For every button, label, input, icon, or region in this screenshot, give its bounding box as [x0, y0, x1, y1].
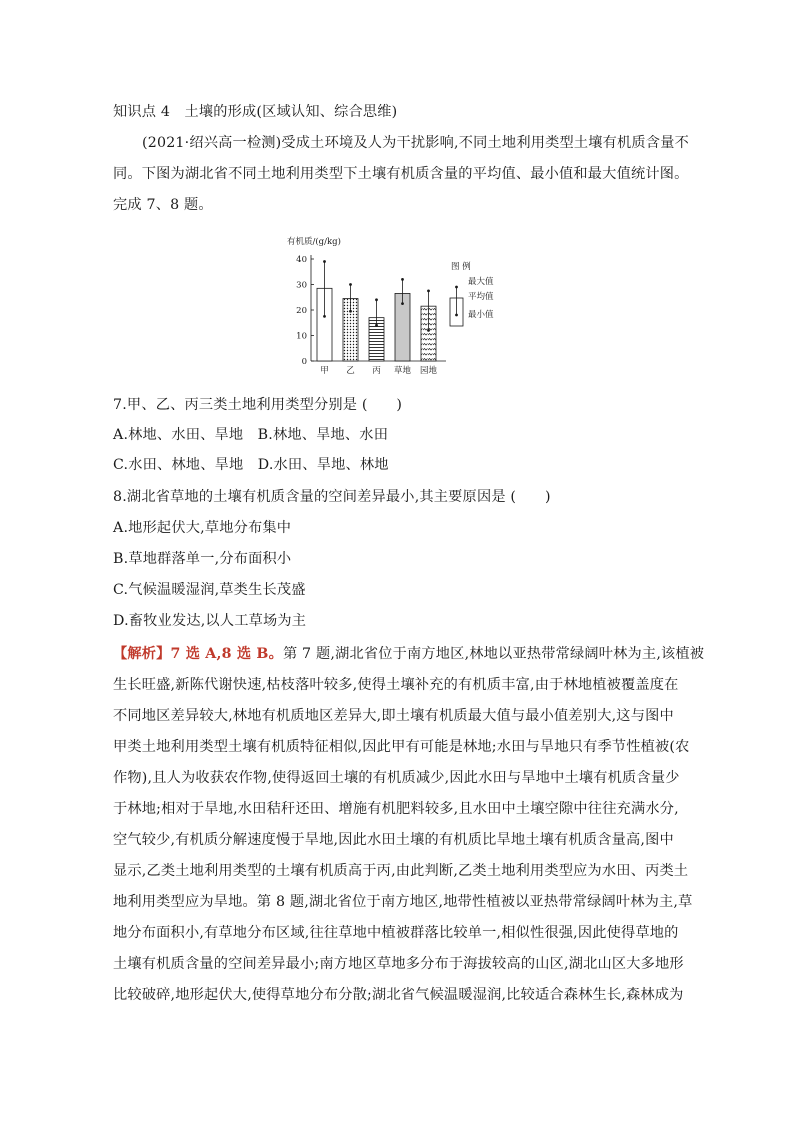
- x-category-label: 乙: [346, 366, 355, 376]
- chart-plot-area: [287, 236, 494, 376]
- intro-line-3: 完成 7、8 题。: [113, 197, 213, 213]
- x-category-label: 甲: [320, 366, 329, 376]
- min-point-2: [349, 310, 352, 313]
- max-point-5: [427, 289, 430, 292]
- section-heading: 知识点 4 土壤的形成(区域认知、综合思维): [113, 104, 398, 120]
- question-8-option-c: C.气候温暖湿润,草类生长茂盛: [113, 582, 306, 598]
- y-tick-label: 20: [296, 306, 307, 316]
- question-7-options-ab: A.林地、水田、旱地 B.林地、旱地、水田: [113, 427, 389, 443]
- intro-line-2: 同。下图为湖北省不同土地利用类型下土壤有机质含量的平均值、最小值和最大值统计图。: [113, 166, 689, 182]
- analysis-line: 比较破碎,地形起伏大,使得草地分布分散;湖北省气候温暖湿润,比较适合森林生长,森林成为: [113, 987, 684, 1003]
- question-8-option-a: A.地形起伏大,草地分布集中: [113, 520, 292, 536]
- organic-matter-chart: [283, 232, 503, 380]
- question-7-options-cd: C.水田、林地、旱地 D.水田、旱地、林地: [113, 457, 389, 473]
- y-tick-label: 10: [296, 331, 307, 342]
- analysis-answer-tag: 【解析】7 选 A,8 选 B。: [113, 646, 283, 662]
- question-8-option-d: D.畜牧业发达,以人工草场为主: [113, 613, 307, 629]
- analysis-line: 显示,乙类土地利用类型的土壤有机质高于丙,由此判断,乙类土地利用类型应为水田、丙类土: [113, 863, 689, 879]
- analysis-line: 土壤有机质含量的空间差异最小;南方地区草地多分布于海拔较高的山区,湖北山区大多地形: [113, 956, 684, 972]
- question-7-stem: 7.甲、乙、丙三类土地利用类型分别是 ( ): [113, 397, 403, 413]
- max-point-3: [375, 298, 378, 301]
- analysis-line: 不同地区差异较大,林地有机质地区差异大,即土壤有机质最大值与最小值差别大,这与图中: [113, 708, 674, 724]
- analysis-line: 于林地;相对于旱地,水田秸秆还田、增施有机肥料较多,且水田中土壤空隙中往往充满水分,: [113, 801, 679, 817]
- y-tick-label: 0: [301, 357, 307, 367]
- legend-label-min: 最小值: [468, 310, 494, 320]
- max-point-1: [323, 260, 326, 263]
- legend-title: 图 例: [451, 262, 471, 272]
- y-tick-label: 40: [296, 255, 307, 265]
- max-point-4: [401, 278, 404, 281]
- x-category-label: 草地: [393, 366, 412, 376]
- min-point-3: [375, 324, 378, 327]
- question-8-option-b: B.草地群落单一,分布面积小: [113, 551, 292, 567]
- analysis-line: 生长旺盛,新陈代谢快速,枯枝落叶较多,使得土壤补充的有机质丰富,由于林地植被覆盖度在: [113, 677, 679, 693]
- intro-line-1: (2021·绍兴高一检测)受成土环境及人为干扰影响,不同土地利用类型土壤有机质含量不: [142, 135, 689, 151]
- analysis-line: 作物),且人为收获农作物,使得返回土壤的有机质减少,因此水田与旱地中土壤有机质含量少: [113, 770, 680, 786]
- analysis-line: 地分布面积小,有草地分布区域,往往草地中植被群落比较单一,相似性很强,因此使得草地的: [113, 925, 679, 941]
- question-8-stem: 8.湖北省草地的土壤有机质含量的空间差异最小,其主要原因是 ( ): [113, 489, 551, 505]
- x-category-label: 园地: [419, 366, 438, 376]
- legend-min-point: [455, 314, 458, 317]
- max-point-2: [349, 283, 352, 286]
- analysis-line: 地利用类型应为旱地。第 8 题,湖北省位于南方地区,地带性植被以亚热带常绿阔叶林为主,草: [113, 894, 693, 910]
- analysis-first-line-text: 第 7 题,湖北省位于南方地区,林地以亚热带常绿阔叶林为主,该植被: [282, 646, 705, 662]
- min-point-5: [427, 329, 430, 332]
- analysis-line: 空气较少,有机质分解速度慢于旱地,因此水田土壤的有机质比旱地土壤有机质含量高,图中: [113, 832, 674, 848]
- analysis-line: 甲类土地利用类型土壤有机质特征相似,因此甲有可能是林地;水田与旱地只有季节性植被(农: [113, 739, 690, 755]
- min-point-1: [323, 315, 326, 318]
- legend-max-point: [455, 286, 458, 289]
- legend-label-max: 最大值: [468, 277, 494, 287]
- analysis-line-1: [113, 644, 705, 664]
- y-axis-label: 有机质/(g/kg): [287, 237, 341, 247]
- min-point-4: [401, 302, 404, 305]
- y-tick-label: 30: [296, 280, 307, 291]
- x-category-label: 丙: [372, 366, 381, 376]
- legend-label-average: 平均值: [468, 292, 494, 302]
